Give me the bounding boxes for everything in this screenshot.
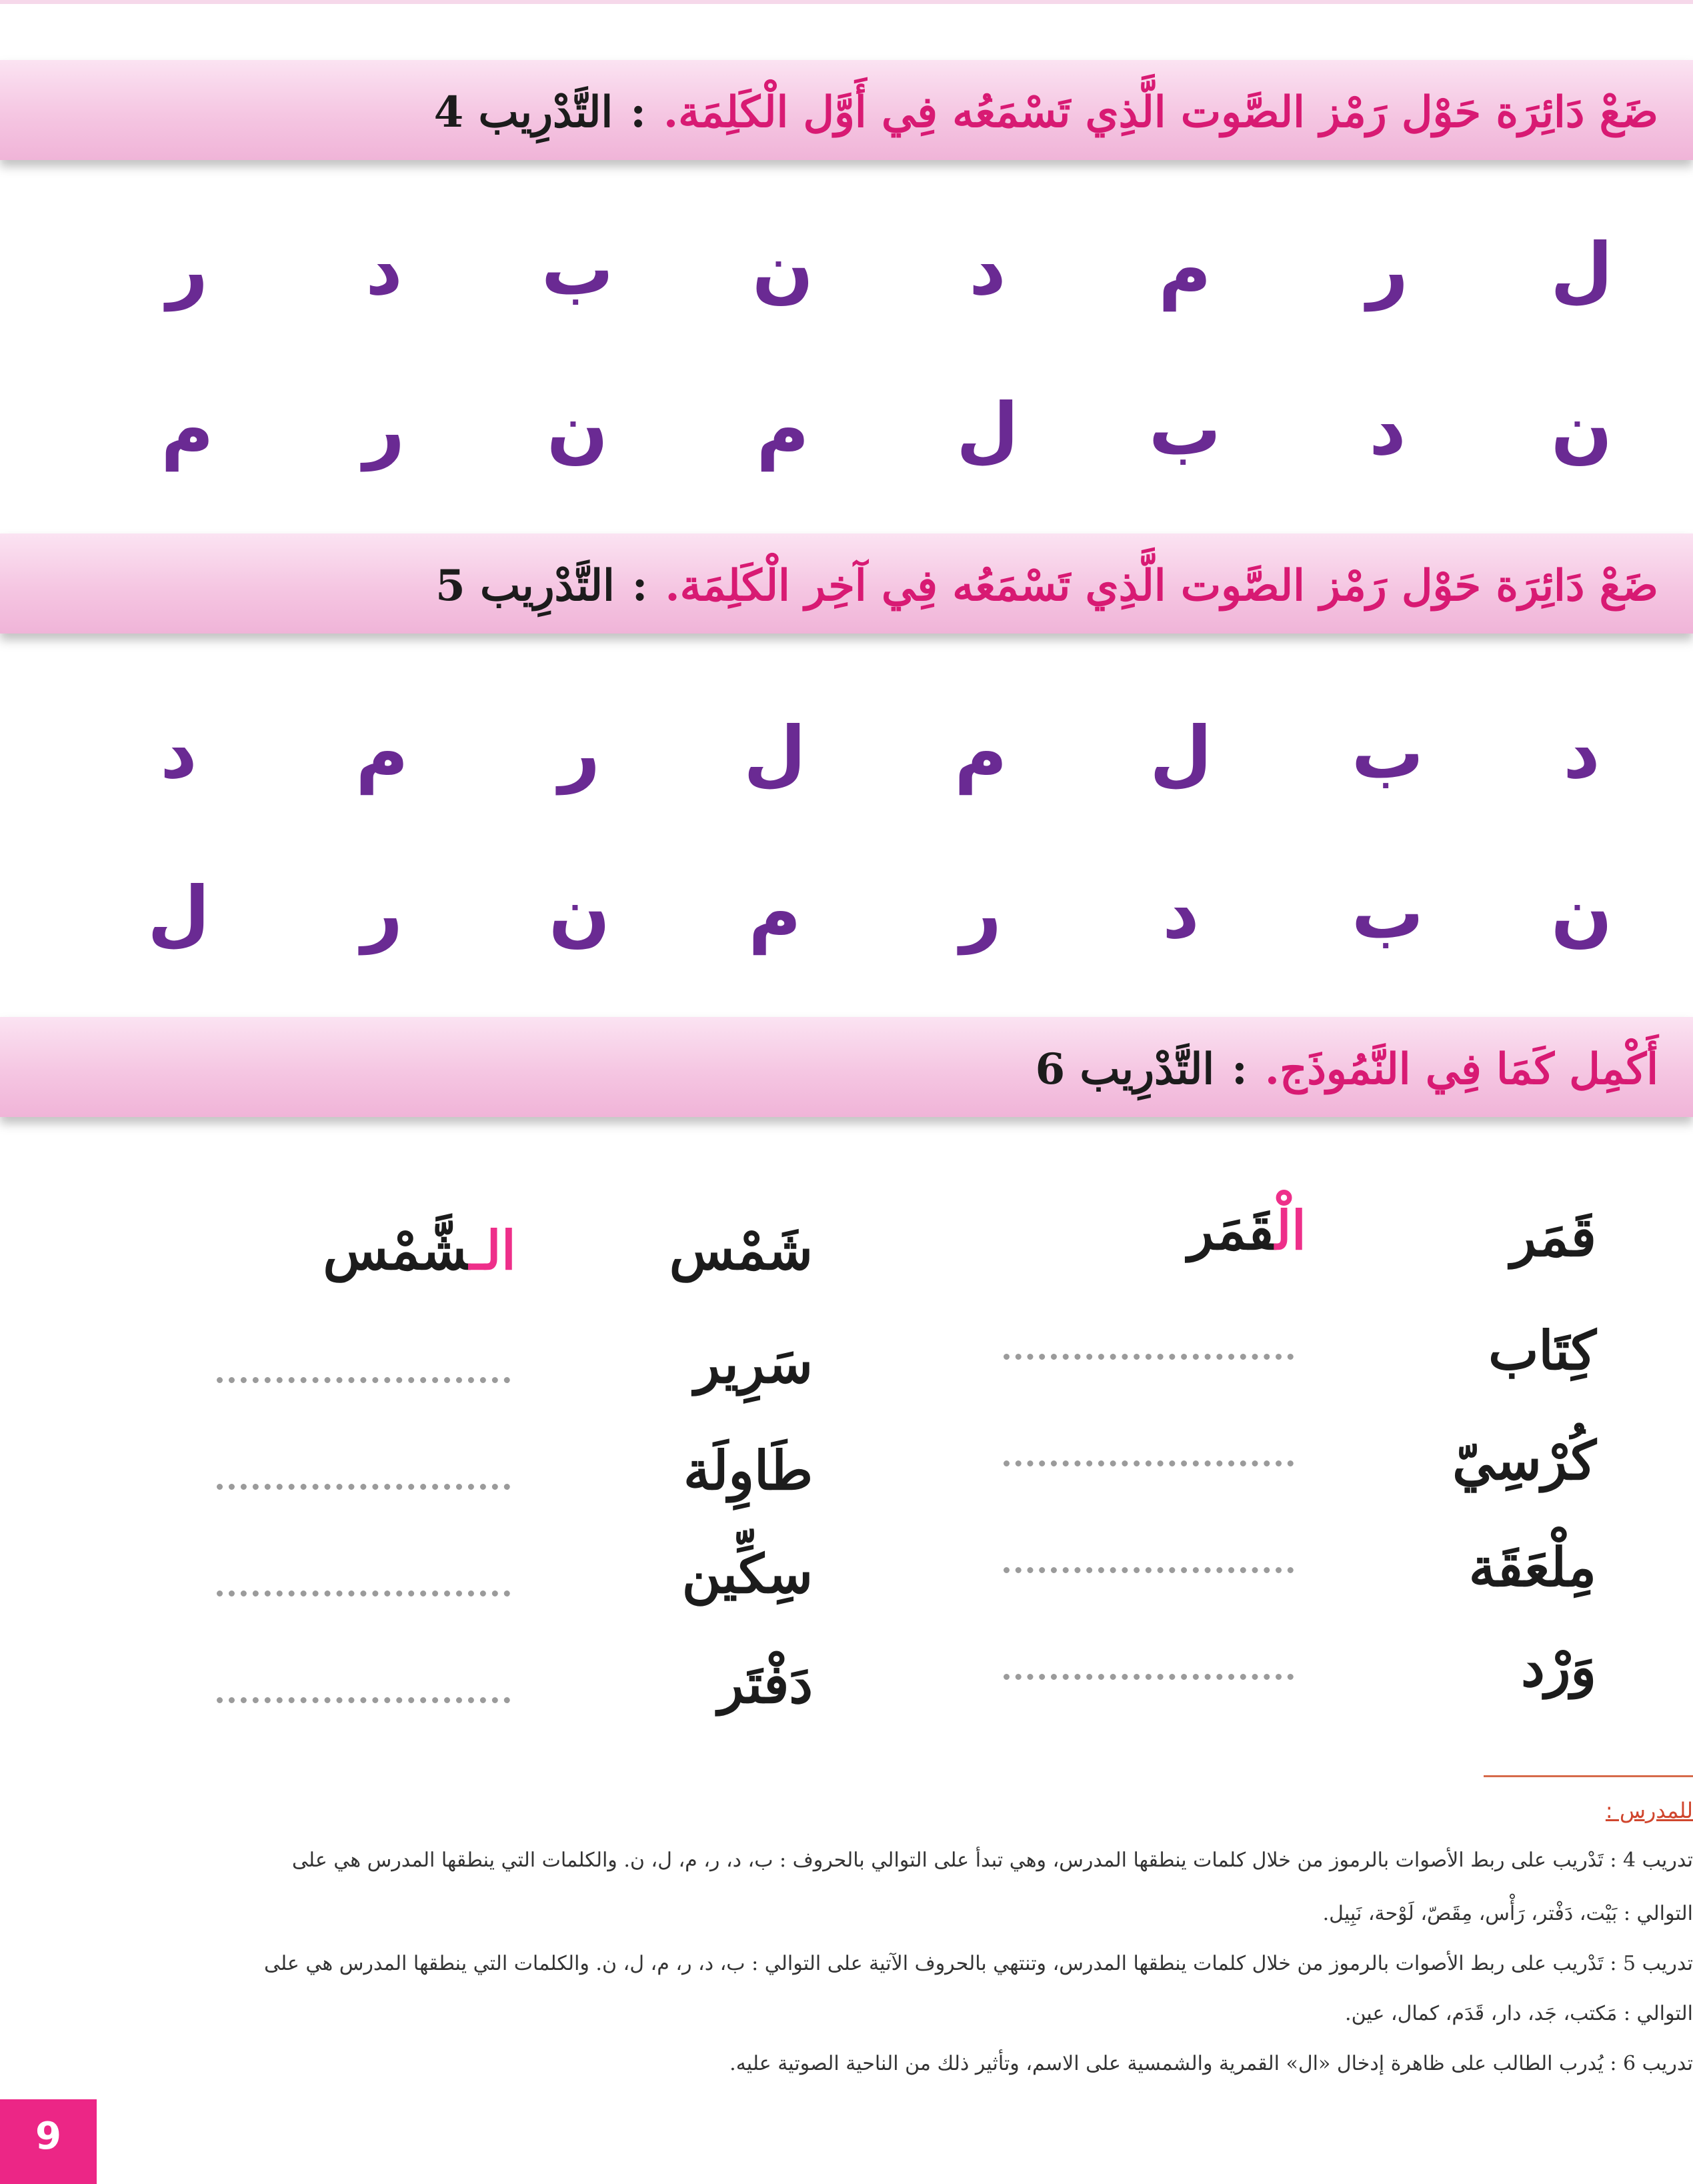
teacher-note-line: تدريب 4 : تَدْريب على ربط الأصوات بالرموز من خلال كلمات ينطقها المدرس، وهي تبدأ على التوالي بالحروف : ب، د، ر، م، ل، ن. والكلمات التي ينطقها المدرس هي على [291,1849,1693,1872]
letter-item[interactable]: ب [541,228,614,311]
letter-item[interactable]: م [1158,228,1212,311]
letter-item[interactable]: ن [548,872,611,955]
letter-item[interactable]: د [365,228,403,311]
letter-item[interactable]: ن [546,388,609,471]
shamsi-word: دَفْتَر [717,1653,813,1715]
exercise-4-separator: : [630,87,646,137]
letter-item[interactable]: ن [1550,872,1613,955]
shamsi-word: سَرِير [694,1332,813,1395]
exercise-4-label: التَّدْرِيب 4 [433,87,613,137]
letter-item[interactable]: م [756,388,809,471]
exercise-6-label: التَّدْرِيب 6 [1035,1044,1215,1094]
exercise-5-instruction: ضَعْ دَائِرَة حَوْل رَمْز الصَّوت الَّذِي تَسْمَعُه فِي آخِر الْكَلِمَة. [665,560,1658,611]
exercise-4-row-2 [0,383,1693,477]
teacher-note-line: التوالي : بَيْت، دَفْتر، رَأْس، مِقَصّ، لَوْحة، نَبِيل. [1322,1902,1693,1925]
answer-blank[interactable] [1004,1327,1294,1360]
letter-item[interactable]: ر [363,388,405,471]
letter-item[interactable]: م [954,712,1008,795]
exercise-4-banner [0,60,1693,160]
letter-item[interactable]: ل [1550,228,1613,311]
qamari-word: كُرْسِيّ [1452,1429,1596,1492]
qamari-example-stem: قَمَر [1188,1199,1276,1262]
exercise-5-row-2 [0,867,1693,960]
al-prefix: الـ [469,1219,516,1282]
shamsi-example-answer [323,1214,516,1287]
page-number-badge: 9 [0,2099,97,2184]
letter-item[interactable]: ر [960,872,1002,955]
answer-blank[interactable] [1004,1540,1294,1573]
letter-item[interactable]: د [969,228,1006,311]
letter-item[interactable]: ل [1150,712,1212,795]
notes-divider [1484,1775,1693,1777]
letter-item[interactable]: ل [956,388,1019,471]
exercise-4-instruction: ضَعْ دَائِرَة حَوْل رَمْز الصَّوت الَّذِي تَسْمَعُه فِي أَوَّل الْكَلِمَة. [663,87,1658,137]
exercise-6-instruction: أَكْمِل كَمَا فِي النَّمُوذَج. [1264,1044,1658,1094]
exercise-4-row-1 [0,223,1693,317]
qamari-word: قَمَر [1510,1206,1596,1268]
teacher-note-line: تدريب 6 : يُدرب الطالب على ظاهرة إدخال «ال» القمرية والشمسية على الاسم، وتأثير ذلك من الناحية الصوتية عليه. [729,2052,1693,2075]
exercise-6-separator: : [1232,1044,1248,1094]
top-border [0,0,1693,4]
letter-item[interactable]: د [160,712,197,795]
exercise-5-separator: : [631,560,648,611]
letter-item[interactable]: ب [1351,872,1424,955]
letter-item[interactable]: ن [751,228,814,311]
shamsi-word: شَمْس [669,1219,813,1282]
letter-item[interactable]: ر [361,872,403,955]
letter-item[interactable]: ب [1351,712,1424,795]
teacher-note-line: التوالي : مَكتب، جَد، دار، قَدَم، كمال، عين. [1345,2002,1693,2025]
shamsi-example-stem: شَّمْس [323,1219,469,1282]
letter-item[interactable]: ن [1550,388,1613,471]
letter-item[interactable]: ل [743,712,806,795]
qamari-word: كِتَاب [1488,1319,1596,1382]
teacher-notes-title: للمدرس : [1605,1798,1693,1823]
answer-blank[interactable] [217,1564,510,1596]
al-prefix: الْ [1275,1199,1306,1262]
exercise-5-label: التَّدْرِيب 5 [435,560,615,611]
letter-item[interactable]: ر [558,712,601,795]
letter-item[interactable]: ر [1366,228,1409,311]
exercise-6-banner [0,1017,1693,1117]
answer-blank[interactable] [1004,1434,1294,1466]
qamari-example-answer [1188,1194,1306,1267]
letter-item[interactable]: ب [1148,388,1222,471]
exercise-5-banner [0,533,1693,634]
qamari-word: مِلْعَقَة [1468,1536,1596,1598]
answer-blank[interactable] [217,1457,510,1490]
letter-item[interactable]: م [355,712,409,795]
answer-blank[interactable] [217,1350,510,1383]
letter-item[interactable]: د [1162,872,1200,955]
answer-blank[interactable] [217,1671,510,1703]
letter-item[interactable]: م [161,388,214,471]
letter-item[interactable]: ل [147,872,210,955]
shamsi-word: طَاوِلَة [683,1439,813,1502]
letter-item[interactable]: د [1369,388,1406,471]
letter-item[interactable]: م [748,872,801,955]
qamari-word: وَرْد [1521,1636,1596,1699]
exercise-5-row-1 [0,707,1693,800]
shamsi-word: سِكِّين [681,1542,813,1605]
answer-blank[interactable] [1004,1647,1294,1680]
letter-item[interactable]: ر [166,228,209,311]
teacher-note-line: تدريب 5 : تَدْريب على ربط الأصوات بالرموز من خلال كلمات ينطقها المدرس، وتنتهي بالحروف الآتية على التوالي : ب، د، ر، م، ل، ن. والكلمات التي ينطقها المدرس هي على [263,1952,1693,1975]
letter-item[interactable]: د [1563,712,1600,795]
